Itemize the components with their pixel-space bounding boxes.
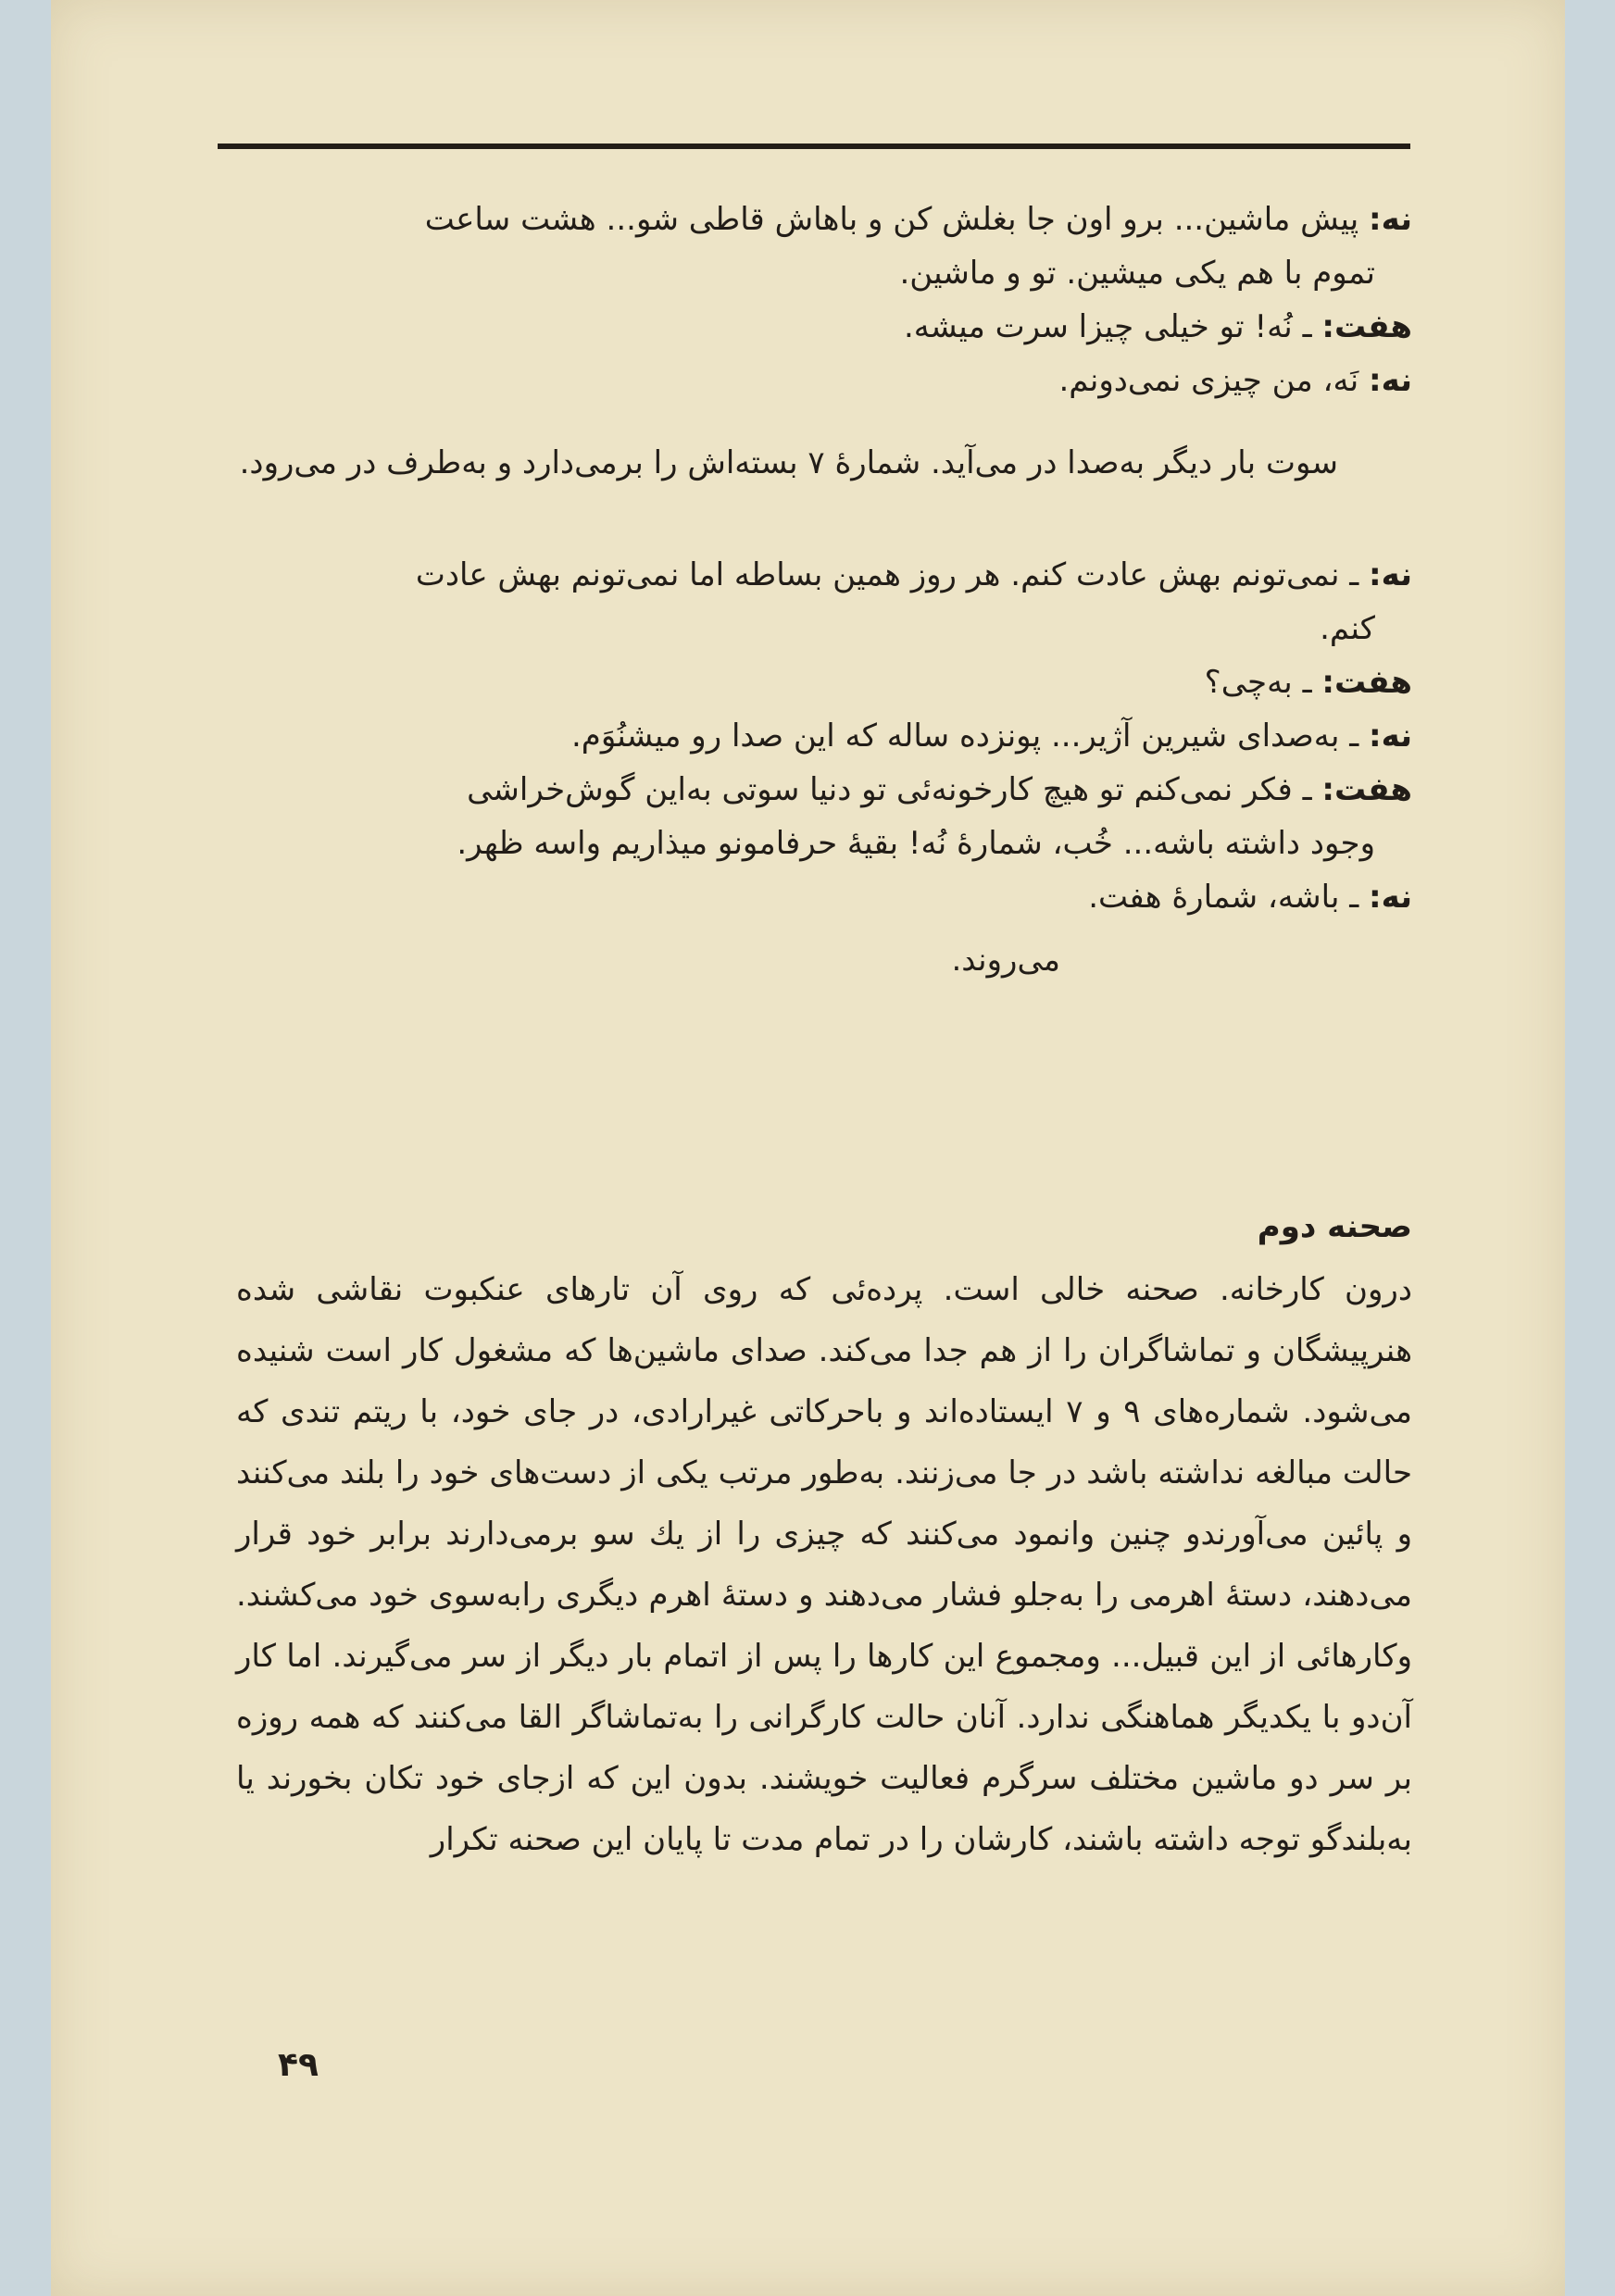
speaker-label: هفت: bbox=[1321, 771, 1412, 808]
speaker-label: نه: bbox=[1369, 879, 1412, 916]
dialogue-text: نَه، من چیزی نمی‌دونم. bbox=[1058, 362, 1359, 399]
dialogue-text: ـ به‌صدای شیرین آژیر... پونزده ساله که این صدا رو میشنُوَم. bbox=[571, 718, 1359, 755]
dialogue-text: ـ نُه! تو خیلی چیزا سرت میشه. bbox=[903, 308, 1312, 345]
dialogue-line bbox=[571, 718, 1412, 755]
dialogue-line bbox=[1058, 362, 1412, 399]
speaker-label: نه: bbox=[1369, 718, 1412, 755]
speaker-label: نه: bbox=[1369, 201, 1412, 238]
dialogue-text: ـ فکر نمی‌کنم تو هیچ کارخونه‌ئی تو دنیا سوتی به‌این گوش‌خراشی bbox=[467, 771, 1312, 808]
dialogue-text: ـ به‌چی؟ bbox=[1204, 664, 1312, 701]
dialogue-line bbox=[1088, 879, 1412, 916]
dialogue-line bbox=[424, 201, 1412, 238]
dialogue-line bbox=[467, 771, 1412, 808]
document-page bbox=[51, 0, 1565, 2296]
page-number: ۴۹ bbox=[278, 2046, 319, 2084]
dialogue-continuation: کنم. bbox=[1320, 610, 1375, 647]
dialogue-line bbox=[415, 556, 1412, 593]
dialogue-line bbox=[903, 308, 1412, 345]
top-rule bbox=[218, 144, 1410, 149]
dialogue-text: ـ باشه، شمارهٔ هفت. bbox=[1088, 879, 1359, 916]
speaker-label: هفت: bbox=[1321, 308, 1412, 345]
scene-title: صحنه دوم bbox=[1257, 1208, 1412, 1245]
dialogue-line bbox=[1204, 664, 1412, 701]
speaker-label: نه: bbox=[1369, 556, 1412, 593]
speaker-label: هفت: bbox=[1321, 664, 1412, 701]
dialogue-text: ـ نمی‌تونم بهش عادت کنم. هر روز همین بساطه اما نمی‌تونم بهش عادت bbox=[415, 556, 1359, 593]
stage-direction: سوت بار دیگر به‌صدا در می‌آید. شمارهٔ ۷ بسته‌اش را برمی‌دارد و به‌طرف در می‌رود. bbox=[239, 444, 1338, 481]
scene-description: درون کارخانه. صحنه خالی است. پرده‌ئی که روی آن تارهای عنکبوت نقاشی شده هنرپیشگان و تماشاگران را از هم جدا می‌کند. صدای ماشین‌ها که مشغول کار است شنیده می‌شود. شماره‌های ۹ و ۷ ایستاده‌اند و باحرکاتی غیرارادی، در جای خود، با ریتم تندی که حالت مبالغه نداشته باشد در جا می‌زنند. به‌طور مرتب یکی از دست‌های خود را بلند می‌کنند و پائین می‌آورندو چنین وانمود می‌کنند که چیزی را از یك سو برمی‌دارند برابر خود قرار می‌دهند، دستهٔ اهرمی را به‌جلو فشار می‌دهند و دستهٔ اهرم دیگری رابه‌سوی خود می‌کشند. وکارهائی از این قبیل... ومجموع این کارها را پس از اتمام بار دیگر از سر می‌گیرند. اما کار آن‌دو با یکدیگر هماهنگی ندارد. آنان حالت کارگرانی را به‌تماشاگر القا می‌کنند که همه روزه بر سر دو ماشین مختلف سرگرم فعالیت خویشند. بدون این که ازجای خود تکان بخورند یا به‌بلندگو توجه داشته باشند، کارشان را در تمام مدت تا پایان این صحنه تکرار bbox=[236, 1271, 1412, 1858]
dialogue-continuation: تموم با هم یکی میشین. تو و ماشین. bbox=[899, 255, 1375, 292]
dialogue-text: پیش ماشین... برو اون جا بغلش کن و باهاش قاطی شو... هشت ساعت bbox=[424, 201, 1359, 238]
stage-direction: می‌روند. bbox=[951, 942, 1060, 979]
speaker-label: نه: bbox=[1369, 362, 1412, 399]
dialogue-continuation: وجود داشته باشه... خُب، شمارهٔ نُه! بقیهٔ حرفامونو میذاریم واسه ظهر. bbox=[457, 825, 1375, 862]
